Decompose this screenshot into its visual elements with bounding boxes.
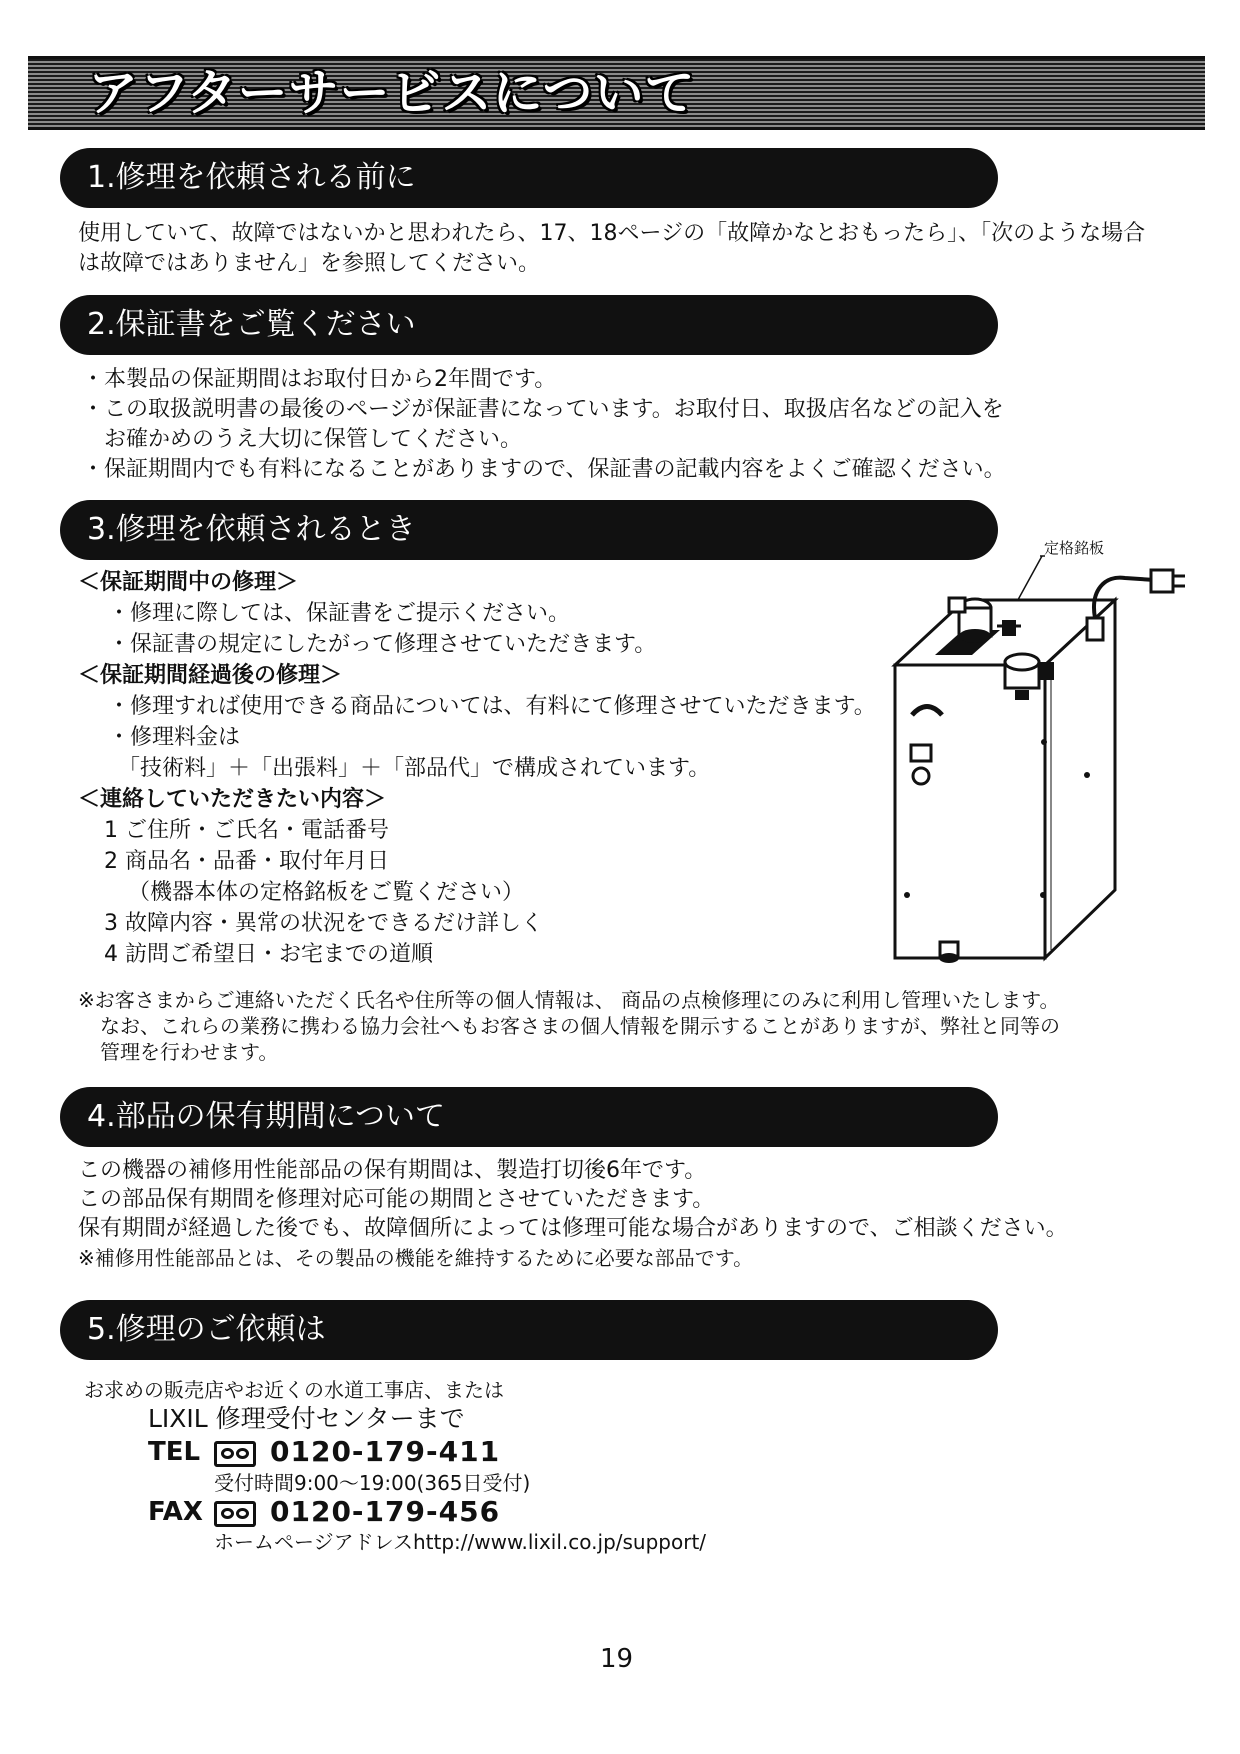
- section-3-heading: 3.修理を依頼されるとき: [60, 500, 998, 560]
- section-4-line-1: この機器の補修用性能部品の保有期間は、製造打切後6年です。: [78, 1158, 707, 1183]
- contact-info-line-4: 3 故障内容・異常の状況をできるだけ詳しく: [104, 911, 543, 936]
- drain-plug-icon: [939, 942, 959, 963]
- section-4-line-3: 保有期間が経過した後でも、故障個所によっては修理可能な場合がありますので、ご相談ください。: [78, 1216, 1068, 1241]
- contact-info-line-3: （機器本体の定格銘板をご覧ください）: [128, 880, 525, 905]
- privacy-note-line-1: ※お客さまからご連絡いただく氏名や住所等の個人情報は、 商品の点検修理にのみに利用し管理いたします。: [78, 988, 1060, 1012]
- warranty-in-line-2: ・保証書の規定にしたがって修理させていただきます。: [108, 632, 657, 657]
- warranty-out-line-1: ・修理すれば使用できる商品については、有料にて修理させていただきます。: [108, 694, 876, 719]
- homepage-address[interactable]: ホームページアドレスhttp://www.lixil.co.jp/support/: [214, 1530, 707, 1554]
- section-2-line-4: ・保証期間内でも有料になることがありますので、保証書の記載内容をよくご確認ください。: [82, 457, 1006, 482]
- tel-number[interactable]: 0120-179-411: [270, 1435, 501, 1468]
- page-number: 19: [600, 1644, 634, 1674]
- section-5-intro: お求めの販売店やお近くの水道工事店、または: [84, 1378, 504, 1402]
- section-2-heading: 2.保証書をご覧ください: [60, 295, 998, 355]
- section-4-line-2: この部品保有期間を修理対応可能の期間とさせていただきます。: [78, 1187, 715, 1212]
- warranty-out-line-3: 「技術料」＋「出張料」＋「部品代」で構成されています。: [118, 756, 711, 781]
- section-2-line-3: お確かめのうえ大切に保管してください。: [104, 427, 523, 452]
- tel-label: TEL: [148, 1437, 201, 1467]
- fax-label: FAX: [148, 1497, 203, 1527]
- page-title-bar: [28, 56, 1205, 130]
- warranty-in-heading: ＜保証期間中の修理＞: [78, 570, 299, 595]
- handle-icon: [912, 707, 942, 716]
- contact-info-line-1: 1 ご住所・ご氏名・電話番号: [104, 818, 389, 843]
- privacy-note-line-3: 管理を行わせます。: [100, 1040, 279, 1064]
- section-1-line-1: 使用していて、故障ではないかと思われたら、17、18ページの「故障かなとおもったら」、「次のような場合: [78, 221, 1146, 246]
- contact-info-line-5: 4 訪問ご希望日・お宅までの道順: [104, 942, 433, 967]
- rating-plate-label: 定格銘板: [1044, 539, 1105, 557]
- section-2-line-2: ・この取扱説明書の最後のページが保証書になっています。お取付日、取扱店名などの記入を: [82, 397, 1004, 422]
- page-title: アフターサービスについて: [88, 64, 696, 122]
- section-4-note: ※補修用性能部品とは、その製品の機能を維持するために必要な部品です。: [78, 1246, 754, 1270]
- warranty-out-heading: ＜保証期間経過後の修理＞: [78, 663, 343, 688]
- section-5-heading: 5.修理のご依頼は: [60, 1300, 998, 1360]
- section-4-heading: 4.部品の保有期間について: [60, 1087, 998, 1147]
- contact-info-line-2: 2 商品名・品番・取付年月日: [104, 849, 389, 874]
- indicator-lamp-icon: [911, 745, 931, 761]
- water-heater-illustration: [865, 550, 1190, 980]
- power-button-icon: [913, 768, 929, 784]
- section-1-heading: 1.修理を依頼される前に: [60, 148, 998, 208]
- section-1-line-2: は故障ではありません」を参照してください。: [78, 251, 541, 276]
- freedial-icon: [214, 1441, 256, 1467]
- freedial-icon-fax: [214, 1501, 256, 1527]
- repair-center-name: LIXIL 修理受付センターまで: [148, 1404, 465, 1433]
- fax-number[interactable]: 0120-179-456: [270, 1495, 501, 1528]
- warranty-out-line-2: ・修理料金は: [108, 725, 241, 750]
- reception-hours: 受付時間9:00～19:00(365日受付): [214, 1471, 531, 1495]
- privacy-note-line-2: なお、これらの業務に携わる協力会社へもお客さまの個人情報を開示することがありますが、弊社と同等の: [100, 1014, 1060, 1038]
- contact-info-heading: ＜連絡していただきたい内容＞: [78, 787, 387, 812]
- warranty-in-line-1: ・修理に際しては、保証書をご提示ください。: [108, 601, 571, 626]
- section-2-line-1: ・本製品の保証期間はお取付日から2年間です。: [82, 367, 557, 392]
